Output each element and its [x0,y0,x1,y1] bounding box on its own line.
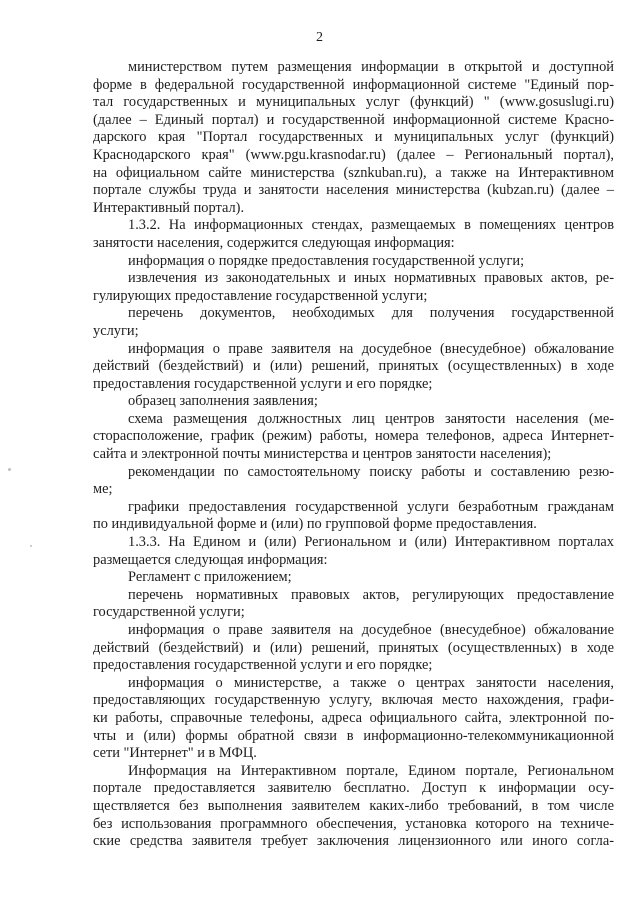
text-line: сети "Интернет" и в МФЦ. [93,745,257,762]
text-line: 1.3.3. На Едином и (или) Региональном и (или) Интерактивном порталах [128,534,614,551]
text-line: Интерактивный портал). [93,199,245,216]
text-line: предоставления государственной услуги и его порядке; [93,375,433,392]
text-line: без использования программного обеспечения, установка которого на техниче- [93,815,614,832]
text-line: дарского края "Портал государственных и муниципальных услуг (функций) [93,129,614,146]
text-line: действий (бездействий) и (или) решений, принятых (осуществленных) в ходе [93,639,614,656]
text-line: тал государственных и муниципальных услуг (функций) " (www.gosuslugi.ru) [93,94,614,111]
text-line: чты и (или) формы обратной связи в информационно-телекоммуникационной [93,727,614,744]
text-line: (далее – Единый портал) и государственной информационной системе Красно- [93,111,614,128]
text-line: извлечения из законодательных и иных нормативных правовых актов, ре- [128,270,614,287]
text-line: информация о праве заявителя на досудебное (внесудебное) обжалование [128,340,614,357]
text-line: занятости населения, содержится следующая информация: [93,234,455,251]
text-line: ществляется без выполнения заявителем каких-либо требований, в том числе [93,797,614,814]
text-line: услуги; [93,322,139,339]
text-line: действий (бездействий) и (или) решений, принятых (осуществленных) в ходе [93,358,614,375]
text-line: 1.3.2. На информационных стендах, размещаемых в помещениях центров [128,217,614,234]
scan-speck [30,545,32,547]
text-line: на официальном сайте министерства (sznkuban.ru), а также на Интерактивном [93,164,614,181]
text-line: перечень нормативных правовых актов, регулирующих предоставление [128,586,614,603]
text-line: Регламент с приложением; [128,569,292,586]
text-line: информация о министерстве, а также о центрах занятости населения, [128,674,614,691]
scan-speck [8,468,11,471]
text-line: ские средства заявителя требует заключения лицензионного или иного согла- [93,833,614,850]
document-body-text [93,59,614,851]
text-line: форме в федеральной государственной информационной системе "Единый пор- [93,76,614,93]
text-line: портале предоставляется заявителю бесплатно. Доступ к информации осу- [93,780,614,797]
text-line: по индивидуальной форме и (или) по групповой форме предоставления. [93,516,537,533]
text-line: перечень документов, необходимых для получения государственной [128,305,614,322]
text-line: графики предоставления государственной услуги безработным гражданам [128,498,614,515]
text-line: сторасположение, график (режим) работы, номера телефонов, адреса Интернет- [93,428,614,445]
text-line: гулирующих предоставление государственной услуги; [93,287,428,304]
text-line: ки работы, справочные телефоны, адреса официального сайта, электронной по- [93,709,614,726]
text-line: министерством путем размещения информации в открытой и доступной [128,59,614,75]
text-line: сайта и электронной почты министерства и центров занятости населения); [93,446,552,463]
text-line: схема размещения должностных лиц центров занятости населения (ме- [128,410,614,427]
text-line: портале службы труда и занятости населения министерства (kubzan.ru) (далее – [93,182,614,199]
text-line: информация о порядке предоставления государственной услуги; [128,252,525,269]
text-line: рекомендации по самостоятельному поиску работы и составлению резю- [128,463,614,480]
text-line: предоставляющих государственную услугу, включая место нахождения, графи- [93,692,614,709]
text-line: государственной услуги; [93,604,245,621]
text-line: информация о праве заявителя на досудебное (внесудебное) обжалование [128,622,614,638]
text-line: Краснодарского края" (www.pgu.krasnodar.ru) (далее – Региональный портал), [93,146,614,163]
text-line: ме; [93,481,113,498]
text-line: образец заполнения заявления; [128,393,318,410]
text-line: Информация на Интерактивном портале, Едином портале, Региональном [128,762,614,779]
text-line: предоставления государственной услуги и его порядке; [93,657,433,674]
text-line: размещается следующая информация: [93,551,328,568]
page-number: 2 [316,30,323,45]
